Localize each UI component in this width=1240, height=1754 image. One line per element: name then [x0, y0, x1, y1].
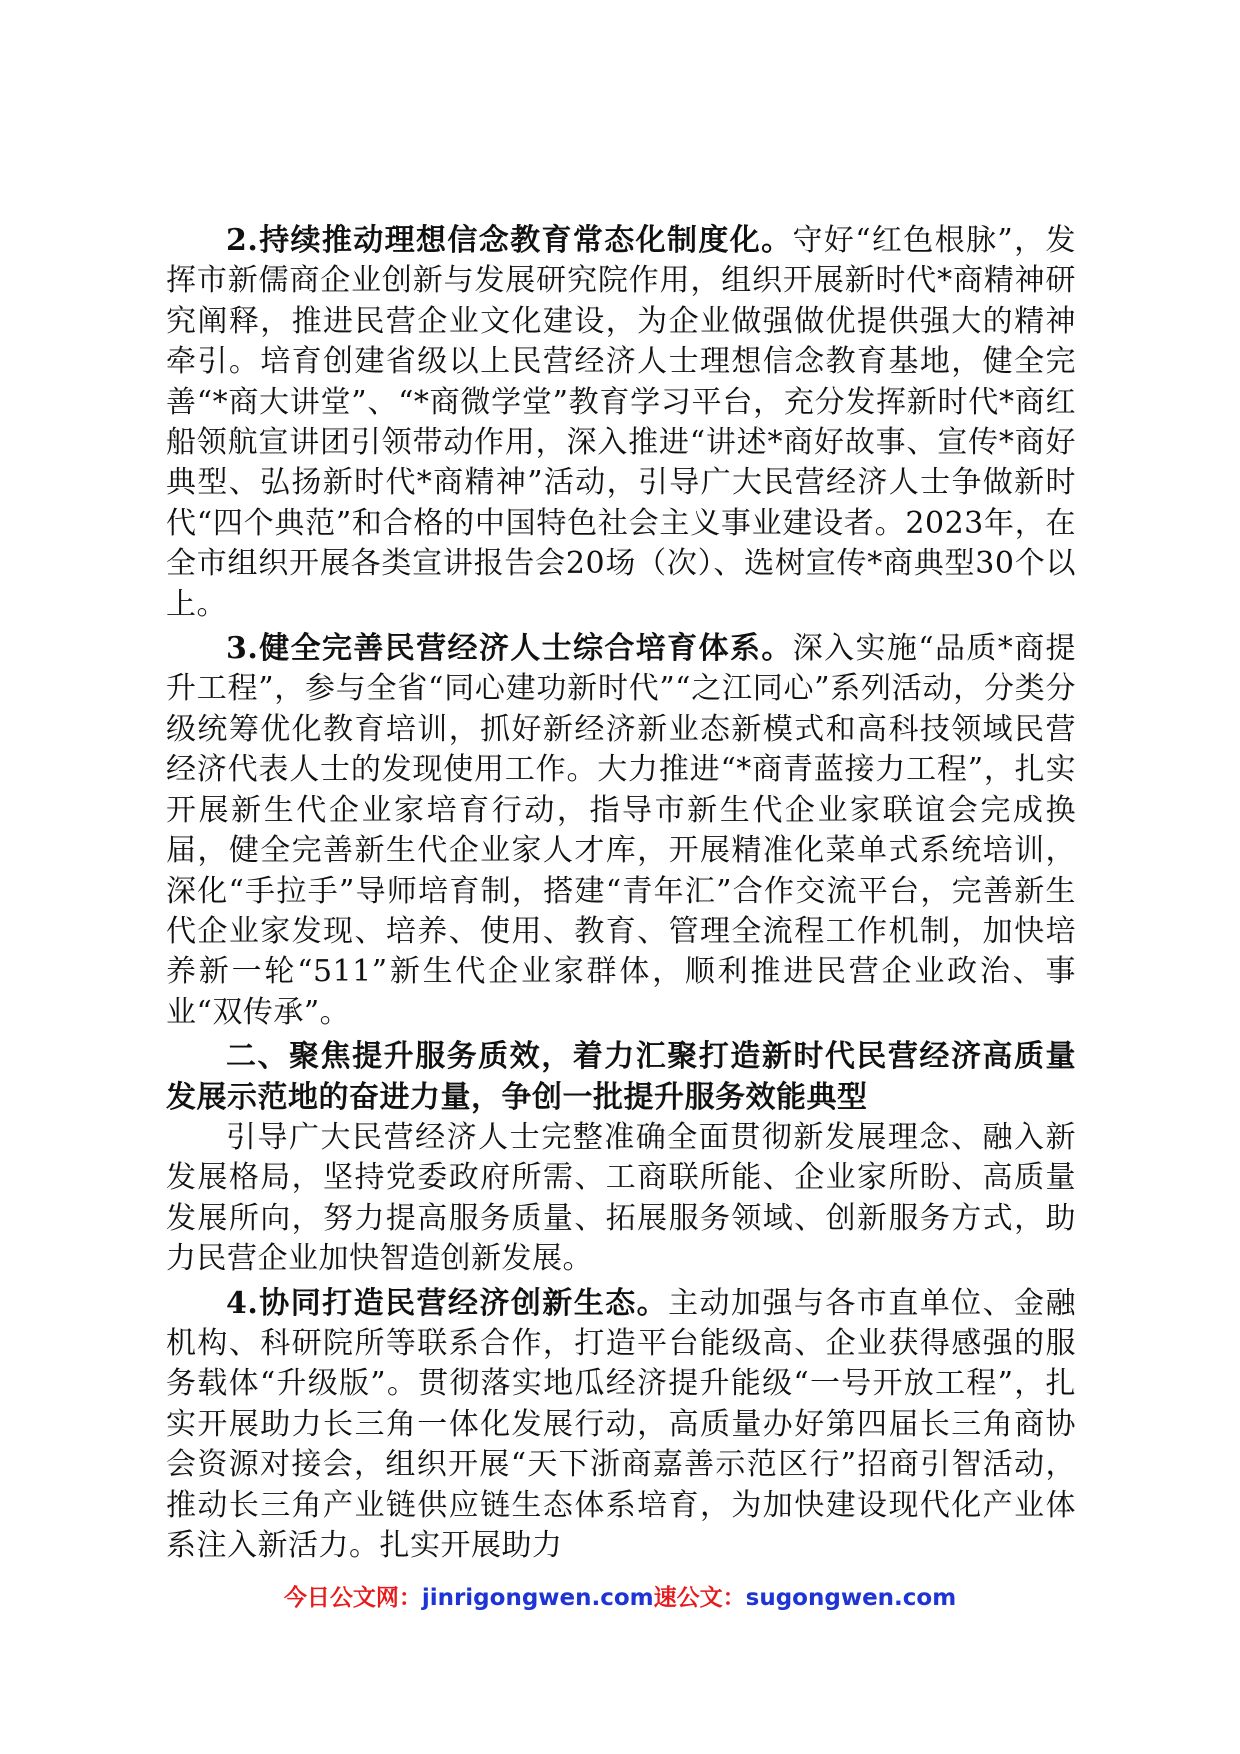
footer-site2-label: 速公文：	[653, 1585, 746, 1611]
document-page	[166, 0, 1076, 1754]
paragraph-4	[166, 1284, 1076, 1567]
paragraph-2-lead: 2.持续推动理想信念教育常态化制度化。	[226, 223, 793, 258]
section-intro: 引导广大民营经济人士完整准确全面贯彻新发展理念、融入新发展格局，坚持党委政府所需、工商联所能、企业家所盼、高质量发展所向，努力提高服务质量、拓展服务领域、创新服务方式，助力民营企业加快智造创新发展。	[166, 1119, 1076, 1277]
paragraph-2-body: 守好“红色根脉”，发挥市新儒商企业创新与发展研究院作用，组织开展新时代*商精神研究阐释，推进民营企业文化建设，为企业做强做优提供强大的精神牵引。培育创建省级以上民营经济人士理想信念教育基地，健全完善“*商大讲堂”、“*商微学堂”教育学习平台，充分发挥新时代*商红船领航宣讲团引领带动作用，深入推进“讲述*商好故事、宣传*商好典型、弘扬新时代*商精神”活动，引导广大民营经济人士争做新时代“四个典范”和合格的中国特色社会主义事业建设者。2023年，在全市组织开展各类宣讲报告会20场（次）、选树宣传*商典型30个以上。	[166, 223, 1076, 622]
paragraph-3-body: 深入实施“品质*商提升工程”，参与全省“同心建功新时代”“之江同心”系列活动，分类分级统筹优化教育培训，抓好新经济新业态新模式和高科技领域民营经济代表人士的发现使用工作。大力推进“*商青蓝接力工程”，扎实开展新生代企业家培育行动，指导市新生代企业家联谊会完成换届，健全完善新生代企业家人才库，开展精准化菜单式系统培训，深化“手拉手”导师培育制，搭建“青年汇”合作交流平台，完善新生代企业家发现、培养、使用、教育、管理全流程工作机制，加快培养新一轮“511”新生代企业家群体，顺利推进民营企业政治、事业“双传承”。	[166, 631, 1076, 1030]
document-body	[166, 221, 1076, 1566]
footer-site1-link[interactable]: jinrigongwen.com	[421, 1585, 654, 1611]
footer-site1-label: 今日公文网：	[283, 1585, 422, 1611]
footer-site2-link[interactable]: sugongwen.com	[745, 1585, 957, 1611]
footer-watermark	[0, 1578, 1240, 1618]
paragraph-4-body: 主动加强与各市直单位、金融机构、科研院所等联系合作，打造平台能级高、企业获得感强的服务载体“升级版”。贯彻落实地瓜经济提升能级“一号开放工程”，扎实开展助力长三角一体化发展行动，高质量办好第四届长三角商协会资源对接会，组织开展“天下浙商嘉善示范区行”招商引智活动，推动长三角产业链供应链生态体系培育，为加快建设现代化产业体系注入新活力。扎实开展助力	[166, 1285, 1076, 1563]
paragraph-2	[166, 221, 1076, 625]
paragraph-3	[166, 629, 1076, 1033]
paragraph-3-lead: 3.健全完善民营经济人士综合培育体系。	[226, 631, 793, 667]
paragraph-4-lead: 4.协同打造民营经济创新生态。	[226, 1285, 669, 1321]
section-heading: 二、聚焦提升服务质效，着力汇聚打造新时代民营经济高质量发展示范地的奋进力量，争创一批提升服务效能典型	[166, 1039, 1076, 1115]
